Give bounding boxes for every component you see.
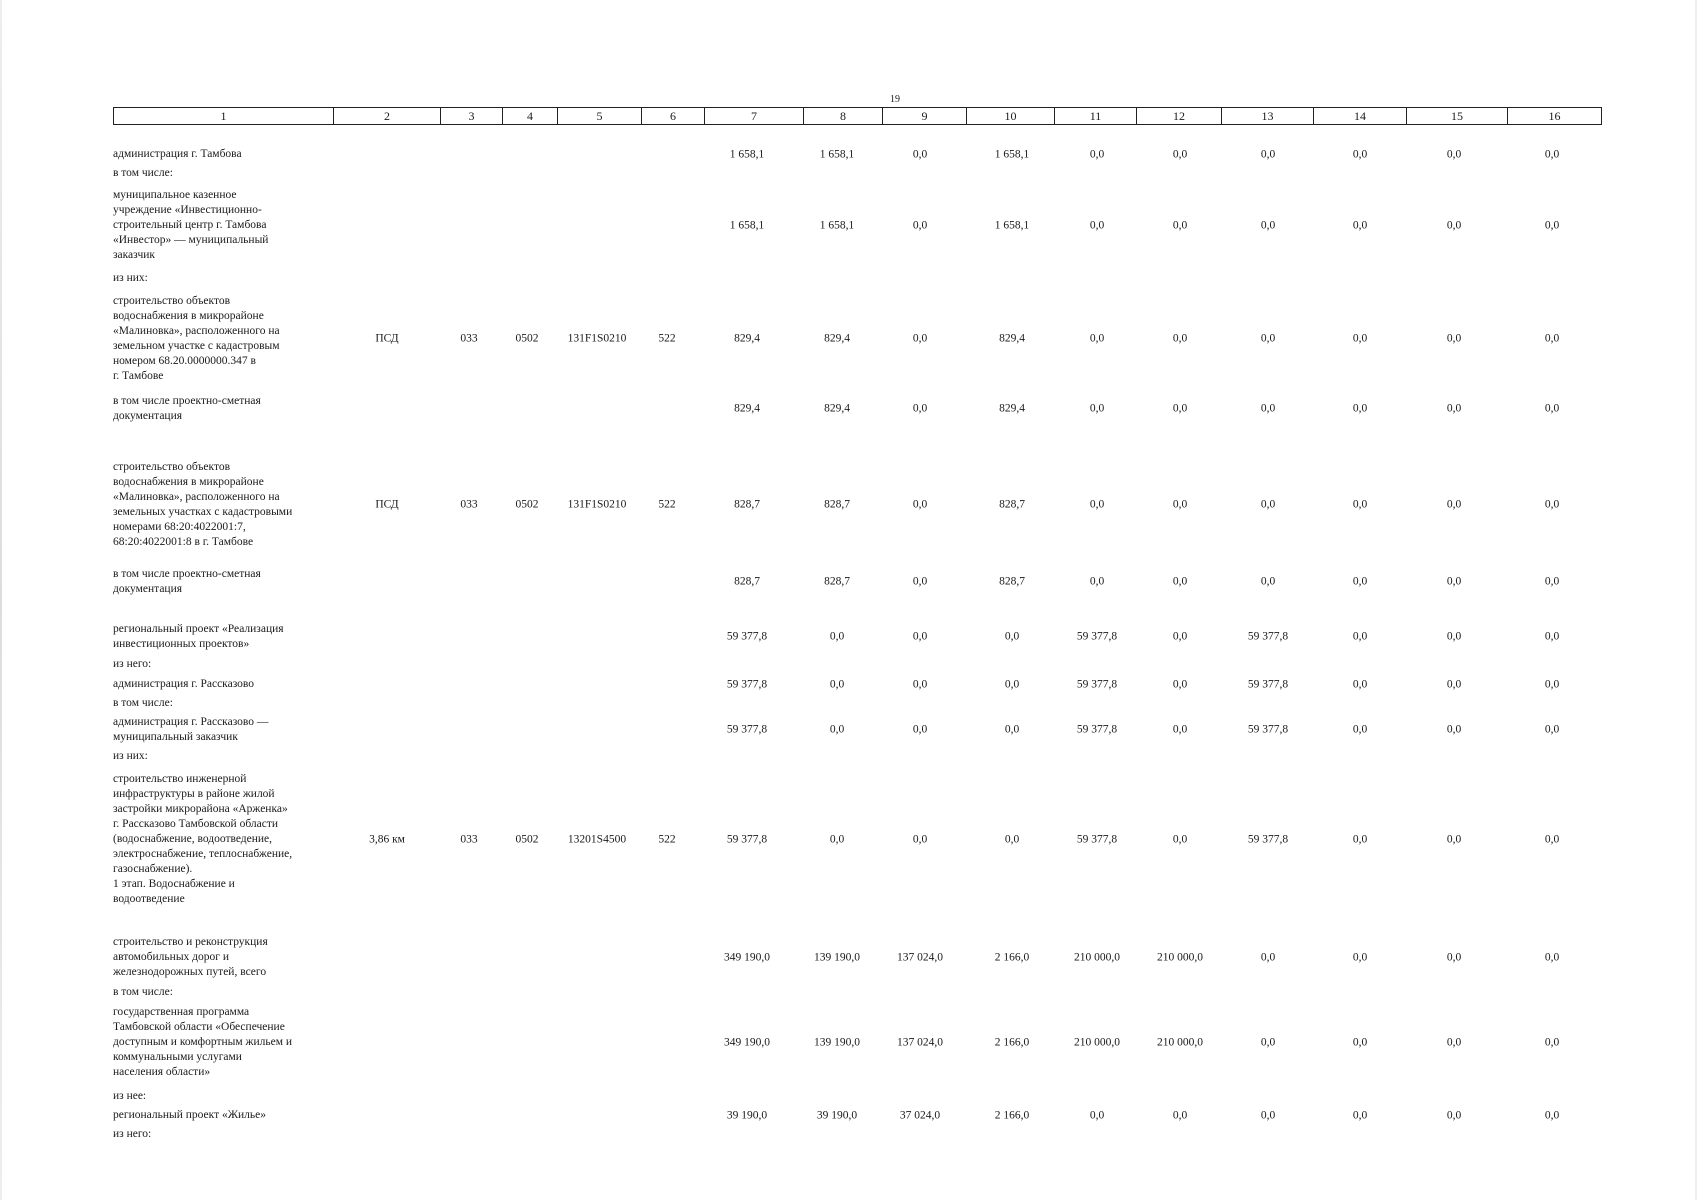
column-number-3: 3 — [441, 108, 503, 125]
row-cell-col-7: 828,7 — [734, 498, 760, 511]
row-cell-col-9: 0,0 — [912, 723, 928, 736]
row-cell-col-12: 0,0 — [1172, 678, 1188, 690]
row-cell-col-15: 0,0 — [1446, 833, 1462, 845]
row-cell-col-12: 0,0 — [1172, 833, 1188, 845]
row-cell-col-13: 0,0 — [1260, 402, 1276, 415]
row-cell-col-11: 0,0 — [1089, 1109, 1105, 1121]
row-description: строительство объектов водоснабжения в микрорайоне «Малиновка», расположенного на земельном участке с кадастровым номером 68.20.0000000.347 в г. Тамбове — [113, 295, 280, 382]
row-cell-col-9: 0,0 — [912, 498, 928, 511]
row-cell-col-6: 522 — [658, 332, 676, 345]
row-cell-col-9: 137 024,0 — [897, 951, 943, 963]
row-cell-col-9: 0,0 — [912, 148, 928, 160]
row-cell-col-14: 0,0 — [1352, 219, 1368, 231]
column-number-16: 16 — [1508, 108, 1602, 125]
table-row — [0, 294, 1697, 384]
row-description: в том числе: — [113, 697, 173, 709]
row-cell-col-13: 59 377,8 — [1247, 678, 1289, 690]
column-number-13: 13 — [1222, 108, 1314, 125]
row-cell-col-16: 0,0 — [1544, 630, 1560, 643]
row-cell-col-16: 0,0 — [1544, 833, 1560, 845]
row-cell-col-7: 59 377,8 — [726, 723, 768, 736]
row-cell-col-10: 0,0 — [1004, 723, 1020, 736]
row-cell-col-7: 1 658,1 — [729, 219, 765, 231]
column-number-15: 15 — [1407, 108, 1508, 125]
row-cell-col-13: 0,0 — [1260, 219, 1276, 231]
row-cell-col-9: 0,0 — [912, 332, 928, 345]
row-cell-col-4: 0502 — [515, 332, 539, 345]
row-cell-col-15: 0,0 — [1446, 498, 1462, 511]
column-number-8: 8 — [804, 108, 883, 125]
row-cell-col-9: 0,0 — [912, 575, 928, 588]
row-cell-col-15: 0,0 — [1446, 951, 1462, 963]
row-cell-col-11: 210 000,0 — [1074, 1036, 1120, 1048]
row-cell-col-15: 0,0 — [1446, 1036, 1462, 1048]
row-cell-col-13: 59 377,8 — [1247, 630, 1289, 643]
table-row — [0, 1089, 1697, 1104]
row-cell-col-9: 0,0 — [912, 833, 928, 845]
row-description: из нее: — [113, 1090, 147, 1102]
row-cell-col-7: 829,4 — [734, 332, 760, 345]
row-cell-col-12: 0,0 — [1172, 332, 1188, 345]
row-cell-col-16: 0,0 — [1544, 575, 1560, 588]
row-cell-col-10: 1 658,1 — [994, 219, 1030, 231]
row-cell-col-11: 0,0 — [1089, 498, 1105, 511]
row-cell-col-8: 0,0 — [829, 678, 845, 690]
row-cell-col-11: 59 377,8 — [1076, 678, 1118, 690]
row-description: из них: — [113, 750, 148, 762]
row-cell-col-12: 0,0 — [1172, 1109, 1188, 1121]
row-cell-col-10: 1 658,1 — [994, 148, 1030, 160]
row-cell-col-9: 0,0 — [912, 678, 928, 690]
row-cell-col-16: 0,0 — [1544, 402, 1560, 415]
row-cell-col-15: 0,0 — [1446, 575, 1462, 588]
column-number-2: 2 — [334, 108, 441, 125]
table-row — [0, 394, 1697, 424]
row-cell-col-12: 210 000,0 — [1157, 951, 1203, 963]
row-cell-col-7: 828,7 — [734, 575, 760, 588]
row-cell-col-8: 1 658,1 — [819, 148, 855, 160]
row-description: региональный проект «Реализация инвестиционных проектов» — [113, 623, 284, 650]
row-cell-col-16: 0,0 — [1544, 148, 1560, 160]
row-cell-col-14: 0,0 — [1352, 498, 1368, 511]
column-number-1: 1 — [114, 108, 334, 125]
row-cell-col-4: 0502 — [515, 498, 539, 511]
row-cell-col-8: 0,0 — [829, 723, 845, 736]
row-cell-col-13: 0,0 — [1260, 575, 1276, 588]
row-description: администрация г. Тамбова — [113, 148, 242, 160]
row-cell-col-3: 033 — [460, 332, 478, 345]
row-cell-col-13: 0,0 — [1260, 1036, 1276, 1048]
row-cell-col-10: 2 166,0 — [994, 1109, 1030, 1121]
column-number-14: 14 — [1314, 108, 1407, 125]
row-cell-col-16: 0,0 — [1544, 332, 1560, 345]
row-cell-col-10: 2 166,0 — [994, 951, 1030, 963]
row-cell-col-13: 0,0 — [1260, 951, 1276, 963]
row-cell-col-16: 0,0 — [1544, 498, 1560, 511]
table-row — [0, 677, 1697, 692]
row-description: в том числе: — [113, 986, 173, 998]
row-cell-col-11: 59 377,8 — [1076, 723, 1118, 736]
row-cell-col-7: 39 190,0 — [726, 1109, 768, 1121]
row-cell-col-11: 210 000,0 — [1074, 951, 1120, 963]
row-cell-col-8: 828,7 — [824, 498, 850, 511]
column-number-12: 12 — [1137, 108, 1222, 125]
table-row — [0, 696, 1697, 711]
row-cell-col-9: 137 024,0 — [897, 1036, 943, 1048]
row-cell-col-11: 59 377,8 — [1076, 630, 1118, 643]
table-row — [0, 567, 1697, 597]
row-cell-col-15: 0,0 — [1446, 630, 1462, 643]
row-cell-col-14: 0,0 — [1352, 575, 1368, 588]
table-row — [0, 1108, 1697, 1123]
row-cell-col-7: 59 377,8 — [726, 630, 768, 643]
column-number-11: 11 — [1055, 108, 1137, 125]
row-cell-col-13: 59 377,8 — [1247, 723, 1289, 736]
row-cell-col-14: 0,0 — [1352, 723, 1368, 736]
row-cell-col-14: 0,0 — [1352, 833, 1368, 845]
row-cell-col-11: 0,0 — [1089, 219, 1105, 231]
row-cell-col-15: 0,0 — [1446, 219, 1462, 231]
row-cell-col-5: 13201S4500 — [567, 833, 627, 845]
row-cell-col-10: 2 166,0 — [994, 1036, 1030, 1048]
table-row — [0, 271, 1697, 286]
table-row — [0, 1005, 1697, 1080]
table-row — [0, 772, 1697, 907]
row-cell-col-8: 828,7 — [824, 575, 850, 588]
row-description: из него: — [113, 1128, 152, 1140]
row-description: администрация г. Рассказово — [113, 678, 255, 690]
row-description: строительство и реконструкция автомобильных дорог и железнодорожных путей, всего — [113, 936, 268, 978]
row-cell-col-5: 131F1S0210 — [567, 332, 627, 345]
row-cell-col-7: 349 190,0 — [724, 1036, 770, 1048]
row-cell-col-7: 1 658,1 — [729, 148, 765, 160]
row-cell-col-16: 0,0 — [1544, 678, 1560, 690]
row-cell-col-8: 0,0 — [829, 833, 845, 845]
row-cell-col-13: 0,0 — [1260, 1109, 1276, 1121]
table-row — [0, 985, 1697, 1000]
row-description: из него: — [113, 658, 152, 670]
row-cell-col-9: 0,0 — [912, 630, 928, 643]
table-row — [0, 188, 1697, 263]
row-cell-col-13: 59 377,8 — [1247, 833, 1289, 845]
row-cell-col-15: 0,0 — [1446, 332, 1462, 345]
column-number-5: 5 — [558, 108, 642, 125]
row-description: муниципальное казенное учреждение «Инвестиционно- строительный центр г. Тамбова «Инвестор» — муниципальный заказчик — [113, 189, 269, 261]
row-cell-col-16: 0,0 — [1544, 951, 1560, 963]
row-cell-col-7: 349 190,0 — [724, 951, 770, 963]
row-description: администрация г. Рассказово — муниципальный заказчик — [113, 716, 269, 743]
row-cell-col-12: 0,0 — [1172, 148, 1188, 160]
page-number: 19 — [890, 94, 900, 105]
row-description: в том числе проектно-сметная документация — [113, 568, 261, 595]
row-cell-col-8: 829,4 — [824, 402, 850, 415]
row-cell-col-16: 0,0 — [1544, 723, 1560, 736]
table-row — [0, 715, 1697, 745]
table-row — [0, 749, 1697, 764]
row-description: региональный проект «Жилье» — [113, 1109, 267, 1121]
row-cell-col-14: 0,0 — [1352, 148, 1368, 160]
row-cell-col-8: 829,4 — [824, 332, 850, 345]
row-cell-col-11: 0,0 — [1089, 148, 1105, 160]
row-cell-col-7: 829,4 — [734, 402, 760, 415]
row-cell-col-10: 828,7 — [999, 498, 1025, 511]
row-cell-col-10: 0,0 — [1004, 678, 1020, 690]
row-cell-col-11: 0,0 — [1089, 402, 1105, 415]
row-cell-col-12: 0,0 — [1172, 219, 1188, 231]
row-cell-col-14: 0,0 — [1352, 951, 1368, 963]
row-cell-col-10: 829,4 — [999, 332, 1025, 345]
row-cell-col-12: 0,0 — [1172, 498, 1188, 511]
row-cell-col-15: 0,0 — [1446, 1109, 1462, 1121]
row-cell-col-8: 0,0 — [829, 630, 845, 643]
row-cell-col-14: 0,0 — [1352, 402, 1368, 415]
row-cell-col-13: 0,0 — [1260, 498, 1276, 511]
row-description: в том числе: — [113, 167, 173, 179]
row-cell-col-14: 0,0 — [1352, 630, 1368, 643]
row-cell-col-2: ПСД — [375, 498, 399, 511]
row-cell-col-14: 0,0 — [1352, 1109, 1368, 1121]
row-cell-col-7: 59 377,8 — [726, 678, 768, 690]
row-cell-col-12: 0,0 — [1172, 402, 1188, 415]
table-row — [0, 657, 1697, 672]
column-number-6: 6 — [642, 108, 705, 125]
table-row — [0, 622, 1697, 652]
row-cell-col-12: 210 000,0 — [1157, 1036, 1203, 1048]
row-description: в том числе проектно-сметная документация — [113, 395, 261, 422]
row-cell-col-11: 0,0 — [1089, 575, 1105, 588]
row-cell-col-2: 3,86 км — [369, 833, 405, 845]
row-cell-col-4: 0502 — [515, 833, 539, 845]
table-row — [0, 460, 1697, 550]
row-cell-col-12: 0,0 — [1172, 630, 1188, 643]
row-cell-col-12: 0,0 — [1172, 575, 1188, 588]
row-cell-col-16: 0,0 — [1544, 219, 1560, 231]
row-cell-col-11: 59 377,8 — [1076, 833, 1118, 845]
row-cell-col-14: 0,0 — [1352, 1036, 1368, 1048]
row-cell-col-7: 59 377,8 — [726, 833, 768, 845]
row-cell-col-9: 0,0 — [912, 219, 928, 231]
table-row — [0, 166, 1697, 181]
row-cell-col-14: 0,0 — [1352, 678, 1368, 690]
row-description: из них: — [113, 272, 148, 284]
row-cell-col-8: 139 190,0 — [814, 951, 860, 963]
row-cell-col-10: 0,0 — [1004, 630, 1020, 643]
row-cell-col-13: 0,0 — [1260, 332, 1276, 345]
row-cell-col-10: 828,7 — [999, 575, 1025, 588]
row-cell-col-6: 522 — [658, 833, 676, 845]
row-cell-col-9: 0,0 — [912, 402, 928, 415]
row-cell-col-2: ПСД — [375, 332, 399, 345]
row-cell-col-10: 0,0 — [1004, 833, 1020, 845]
row-cell-col-9: 37 024,0 — [899, 1109, 941, 1121]
row-cell-col-13: 0,0 — [1260, 148, 1276, 160]
row-description: строительство объектов водоснабжения в микрорайоне «Малиновка», расположенного на земельных участках с кадастровыми номерами 68:20:4022001:7, 68:20:4022001:8 в г. Тамбове — [113, 461, 293, 548]
row-cell-col-16: 0,0 — [1544, 1036, 1560, 1048]
row-cell-col-8: 1 658,1 — [819, 219, 855, 231]
row-cell-col-12: 0,0 — [1172, 723, 1188, 736]
table-row — [0, 935, 1697, 980]
column-number-4: 4 — [503, 108, 558, 125]
row-cell-col-6: 522 — [658, 498, 676, 511]
table-row — [0, 1127, 1697, 1142]
row-cell-col-3: 033 — [460, 833, 478, 845]
row-cell-col-15: 0,0 — [1446, 678, 1462, 690]
row-cell-col-11: 0,0 — [1089, 332, 1105, 345]
row-description: строительство инженерной инфраструктуры в районе жилой застройки микрорайона «Арженка» г. Рассказово Тамбовской области (водоснабжение, водоотведение, электроснабжение, теплоснабжение, газоснабжение). 1 этап. Водоснабжение и водоотведение — [113, 773, 293, 905]
column-number-7: 7 — [705, 108, 804, 125]
row-cell-col-15: 0,0 — [1446, 723, 1462, 736]
table-row — [0, 147, 1697, 162]
column-number-9: 9 — [883, 108, 967, 125]
row-cell-col-15: 0,0 — [1446, 402, 1462, 415]
row-cell-col-14: 0,0 — [1352, 332, 1368, 345]
row-cell-col-10: 829,4 — [999, 402, 1025, 415]
row-cell-col-8: 139 190,0 — [814, 1036, 860, 1048]
row-cell-col-3: 033 — [460, 498, 478, 511]
row-cell-col-5: 131F1S0210 — [567, 498, 627, 511]
row-cell-col-8: 39 190,0 — [816, 1109, 858, 1121]
row-cell-col-15: 0,0 — [1446, 148, 1462, 160]
row-cell-col-16: 0,0 — [1544, 1109, 1560, 1121]
column-number-10: 10 — [967, 108, 1055, 125]
row-description: государственная программа Тамбовской области «Обеспечение доступным и комфортным жильем и коммунальными услугами населения области» — [113, 1006, 292, 1078]
